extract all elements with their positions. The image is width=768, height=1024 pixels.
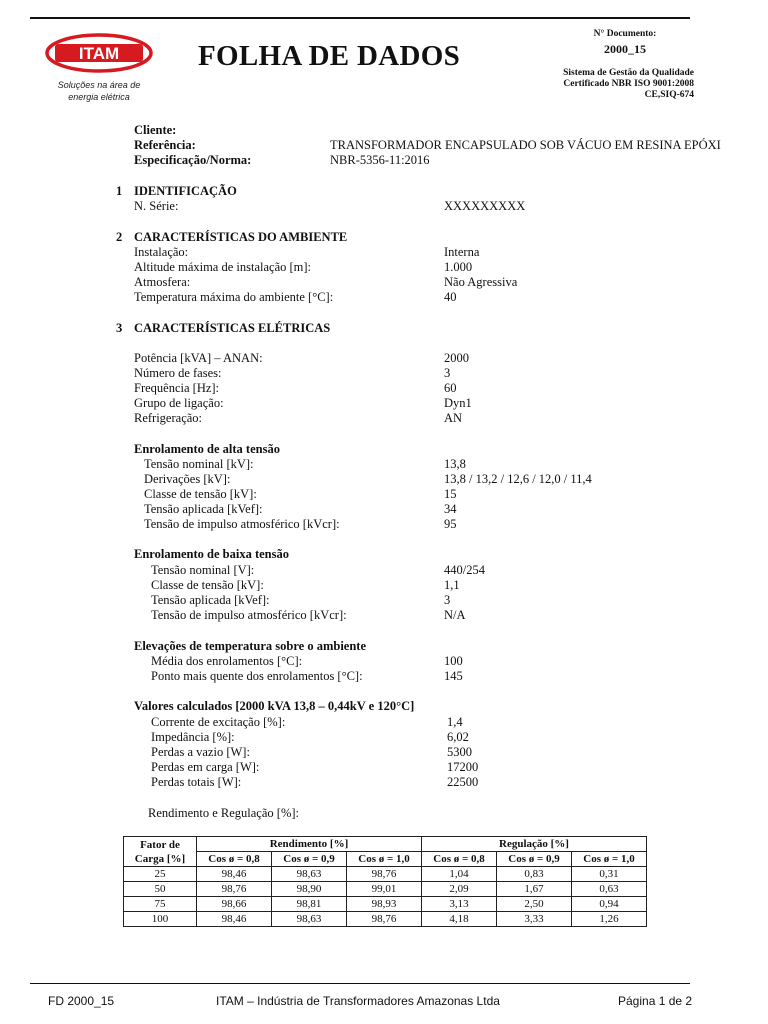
field-label: Média dos enrolamentos [°C]: (151, 654, 303, 668)
table-cell: 2,09 (422, 882, 497, 897)
field-label: Frequência [Hz]: (134, 381, 220, 395)
quality-line-1: Sistema de Gestão da Qualidade (563, 68, 694, 78)
footer-rule (30, 983, 690, 984)
table-cell: 98,76 (197, 882, 272, 897)
table-row (124, 882, 647, 897)
field-value: AN (444, 411, 463, 425)
field-value: Interna (444, 245, 480, 259)
table-row (124, 897, 647, 912)
slogan-line-1: Soluções na área de (57, 80, 141, 90)
rendimento-regulacao-label: Rendimento e Regulação [%]: (148, 806, 299, 820)
table-cell: 1,04 (422, 867, 497, 882)
rendimento-header: Rendimento [%] (197, 837, 422, 852)
footer-document-code: FD 2000_15 (48, 994, 115, 1008)
alta-tensao-title: Enrolamento de alta tensão (134, 442, 280, 456)
field-label: Tensão nominal [kV]: (144, 457, 254, 471)
logo-text: ITAM (78, 44, 120, 63)
regulacao-header: Regulação [%] (422, 837, 647, 852)
document-number: 2000_15 (604, 42, 646, 56)
fator-header-line-2: Carga [%] (134, 852, 186, 865)
field-value: 2000 (444, 351, 469, 365)
table-cell: 0,31 (572, 867, 647, 882)
field-label: Refrigeração: (134, 411, 203, 425)
cos-header: Cos ø = 0,9 (272, 852, 347, 867)
field-value: 40 (444, 290, 457, 304)
field-label: Altitude máxima de instalação [m]: (134, 260, 312, 274)
fator-carga-header (124, 837, 197, 867)
field-label: Atmosfera: (134, 275, 191, 289)
cliente-label: Cliente: (134, 123, 177, 137)
section-3-number: 3 (116, 321, 123, 335)
table-row (124, 867, 647, 882)
logo-slogan (47, 79, 151, 103)
field-label: Perdas em carga [W]: (151, 760, 260, 774)
cos-header: Cos ø = 1,0 (572, 852, 647, 867)
footer-company: ITAM – Indústria de Transformadores Amazonas Ltda (216, 994, 500, 1008)
field-value: 100 (444, 654, 463, 668)
field-value: 60 (444, 381, 457, 395)
field-value: N/A (444, 608, 466, 622)
rendimento-regulacao-table (123, 836, 647, 927)
table-cell: 4,18 (422, 912, 497, 927)
field-value: 15 (444, 487, 457, 501)
table-cell: 98,76 (347, 912, 422, 927)
field-value: 1,4 (447, 715, 463, 729)
field-label: Potência [kVA] – ANAN: (134, 351, 263, 365)
field-value: 95 (444, 517, 457, 531)
field-value: 1.000 (444, 260, 473, 274)
table-cell: 0,63 (572, 882, 647, 897)
field-value: Dyn1 (444, 396, 472, 410)
table-cell: 0,83 (497, 867, 572, 882)
table-cell: 100 (124, 912, 197, 927)
field-value: 13,8 / 13,2 / 12,6 / 12,0 / 11,4 (444, 472, 592, 486)
field-value: 145 (444, 669, 463, 683)
referencia-value: TRANSFORMADOR ENCAPSULADO SOB VÁCUO EM RESINA EPÓXI (330, 138, 721, 152)
section-3-title: CARACTERÍSTICAS ELÉTRICAS (134, 321, 331, 335)
field-label: Impedância [%]: (151, 730, 235, 744)
serie-label: N. Série: (134, 199, 179, 213)
field-label: Derivações [kV]: (144, 472, 231, 486)
footer-page-number: Página 1 de 2 (618, 994, 693, 1008)
document-title: FOLHA DE DADOS (198, 40, 461, 72)
elevacoes-title: Elevações de temperatura sobre o ambiente (134, 639, 367, 653)
field-value: 22500 (447, 775, 479, 789)
field-value: 440/254 (444, 563, 485, 577)
field-label: Classe de tensão [kV]: (151, 578, 264, 592)
especificacao-label: Especificação/Norma: (134, 153, 252, 167)
table-cell: 25 (124, 867, 197, 882)
field-label: Instalação: (134, 245, 189, 259)
table-cell: 98,63 (272, 867, 347, 882)
table-cell: 98,76 (347, 867, 422, 882)
cos-header: Cos ø = 0,8 (422, 852, 497, 867)
table-cell: 98,46 (197, 867, 272, 882)
field-label: Grupo de ligação: (134, 396, 224, 410)
field-value: 34 (444, 502, 457, 516)
section-2-title: CARACTERÍSTICAS DO AMBIENTE (134, 230, 348, 244)
table-cell: 1,26 (572, 912, 647, 927)
field-value: 1,1 (444, 578, 460, 592)
itam-logo (45, 33, 153, 73)
cos-header: Cos ø = 0,9 (497, 852, 572, 867)
section-2-number: 2 (116, 230, 123, 244)
field-label: Tensão nominal [V]: (151, 563, 255, 577)
especificacao-value: NBR-5356-11:2016 (330, 153, 430, 167)
field-label: Tensão de impulso atmosférico [kVcr]: (144, 517, 340, 531)
field-label: Tensão aplicada [kVef]: (144, 502, 263, 516)
quality-certification (520, 68, 694, 101)
table-cell: 98,66 (197, 897, 272, 912)
field-label: Número de fases: (134, 366, 222, 380)
fator-header-line-1: Fator de (140, 838, 180, 851)
cos-header: Cos ø = 1,0 (347, 852, 422, 867)
document-number-label: N° Documento: (593, 29, 657, 39)
field-label: Ponto mais quente dos enrolamentos [°C]: (151, 669, 363, 683)
field-label: Perdas a vazio [W]: (151, 745, 250, 759)
table-cell: 98,90 (272, 882, 347, 897)
section-1-number: 1 (116, 184, 123, 198)
slogan-line-2: energia elétrica (68, 92, 130, 102)
field-value: 6,02 (447, 730, 469, 744)
table-cell: 3,13 (422, 897, 497, 912)
field-value: 5300 (447, 745, 472, 759)
table-cell: 98,63 (272, 912, 347, 927)
field-label: Perdas totais [W]: (151, 775, 242, 789)
serie-value: XXXXXXXXX (444, 199, 526, 213)
field-label: Tensão aplicada [kVef]: (151, 593, 270, 607)
table-cell: 75 (124, 897, 197, 912)
header-top-rule (30, 17, 690, 19)
table-cell: 98,93 (347, 897, 422, 912)
field-value: 3 (444, 366, 451, 380)
table-cell: 99,01 (347, 882, 422, 897)
valores-calculados-title: Valores calculados [2000 kVA 13,8 – 0,44kV e 120°C] (134, 699, 415, 713)
field-value: 13,8 (444, 457, 466, 471)
table-cell: 1,67 (497, 882, 572, 897)
quality-line-2: Certificado NBR ISO 9001:2008 (563, 79, 694, 89)
table-cell: 0,94 (572, 897, 647, 912)
field-label: Classe de tensão [kV]: (144, 487, 257, 501)
table-cell: 98,46 (197, 912, 272, 927)
table-cell: 2,50 (497, 897, 572, 912)
section-1-title: IDENTIFICAÇÃO (134, 184, 237, 198)
field-label: Temperatura máxima do ambiente [°C]: (134, 290, 334, 304)
table-cell: 3,33 (497, 912, 572, 927)
baixa-tensao-title: Enrolamento de baixa tensão (134, 547, 289, 561)
field-value: 3 (444, 593, 451, 607)
field-value: Não Agressiva (444, 275, 518, 289)
field-value: 17200 (447, 760, 479, 774)
table-row (124, 912, 647, 927)
field-label: Tensão de impulso atmosférico [kVcr]: (151, 608, 347, 622)
table-cell: 50 (124, 882, 197, 897)
cos-header: Cos ø = 0,8 (197, 852, 272, 867)
field-label: Corrente de excitação [%]: (151, 715, 286, 729)
table-cell: 98,81 (272, 897, 347, 912)
quality-line-3: CE,SIQ-674 (644, 90, 694, 100)
referencia-label: Referência: (134, 138, 196, 152)
